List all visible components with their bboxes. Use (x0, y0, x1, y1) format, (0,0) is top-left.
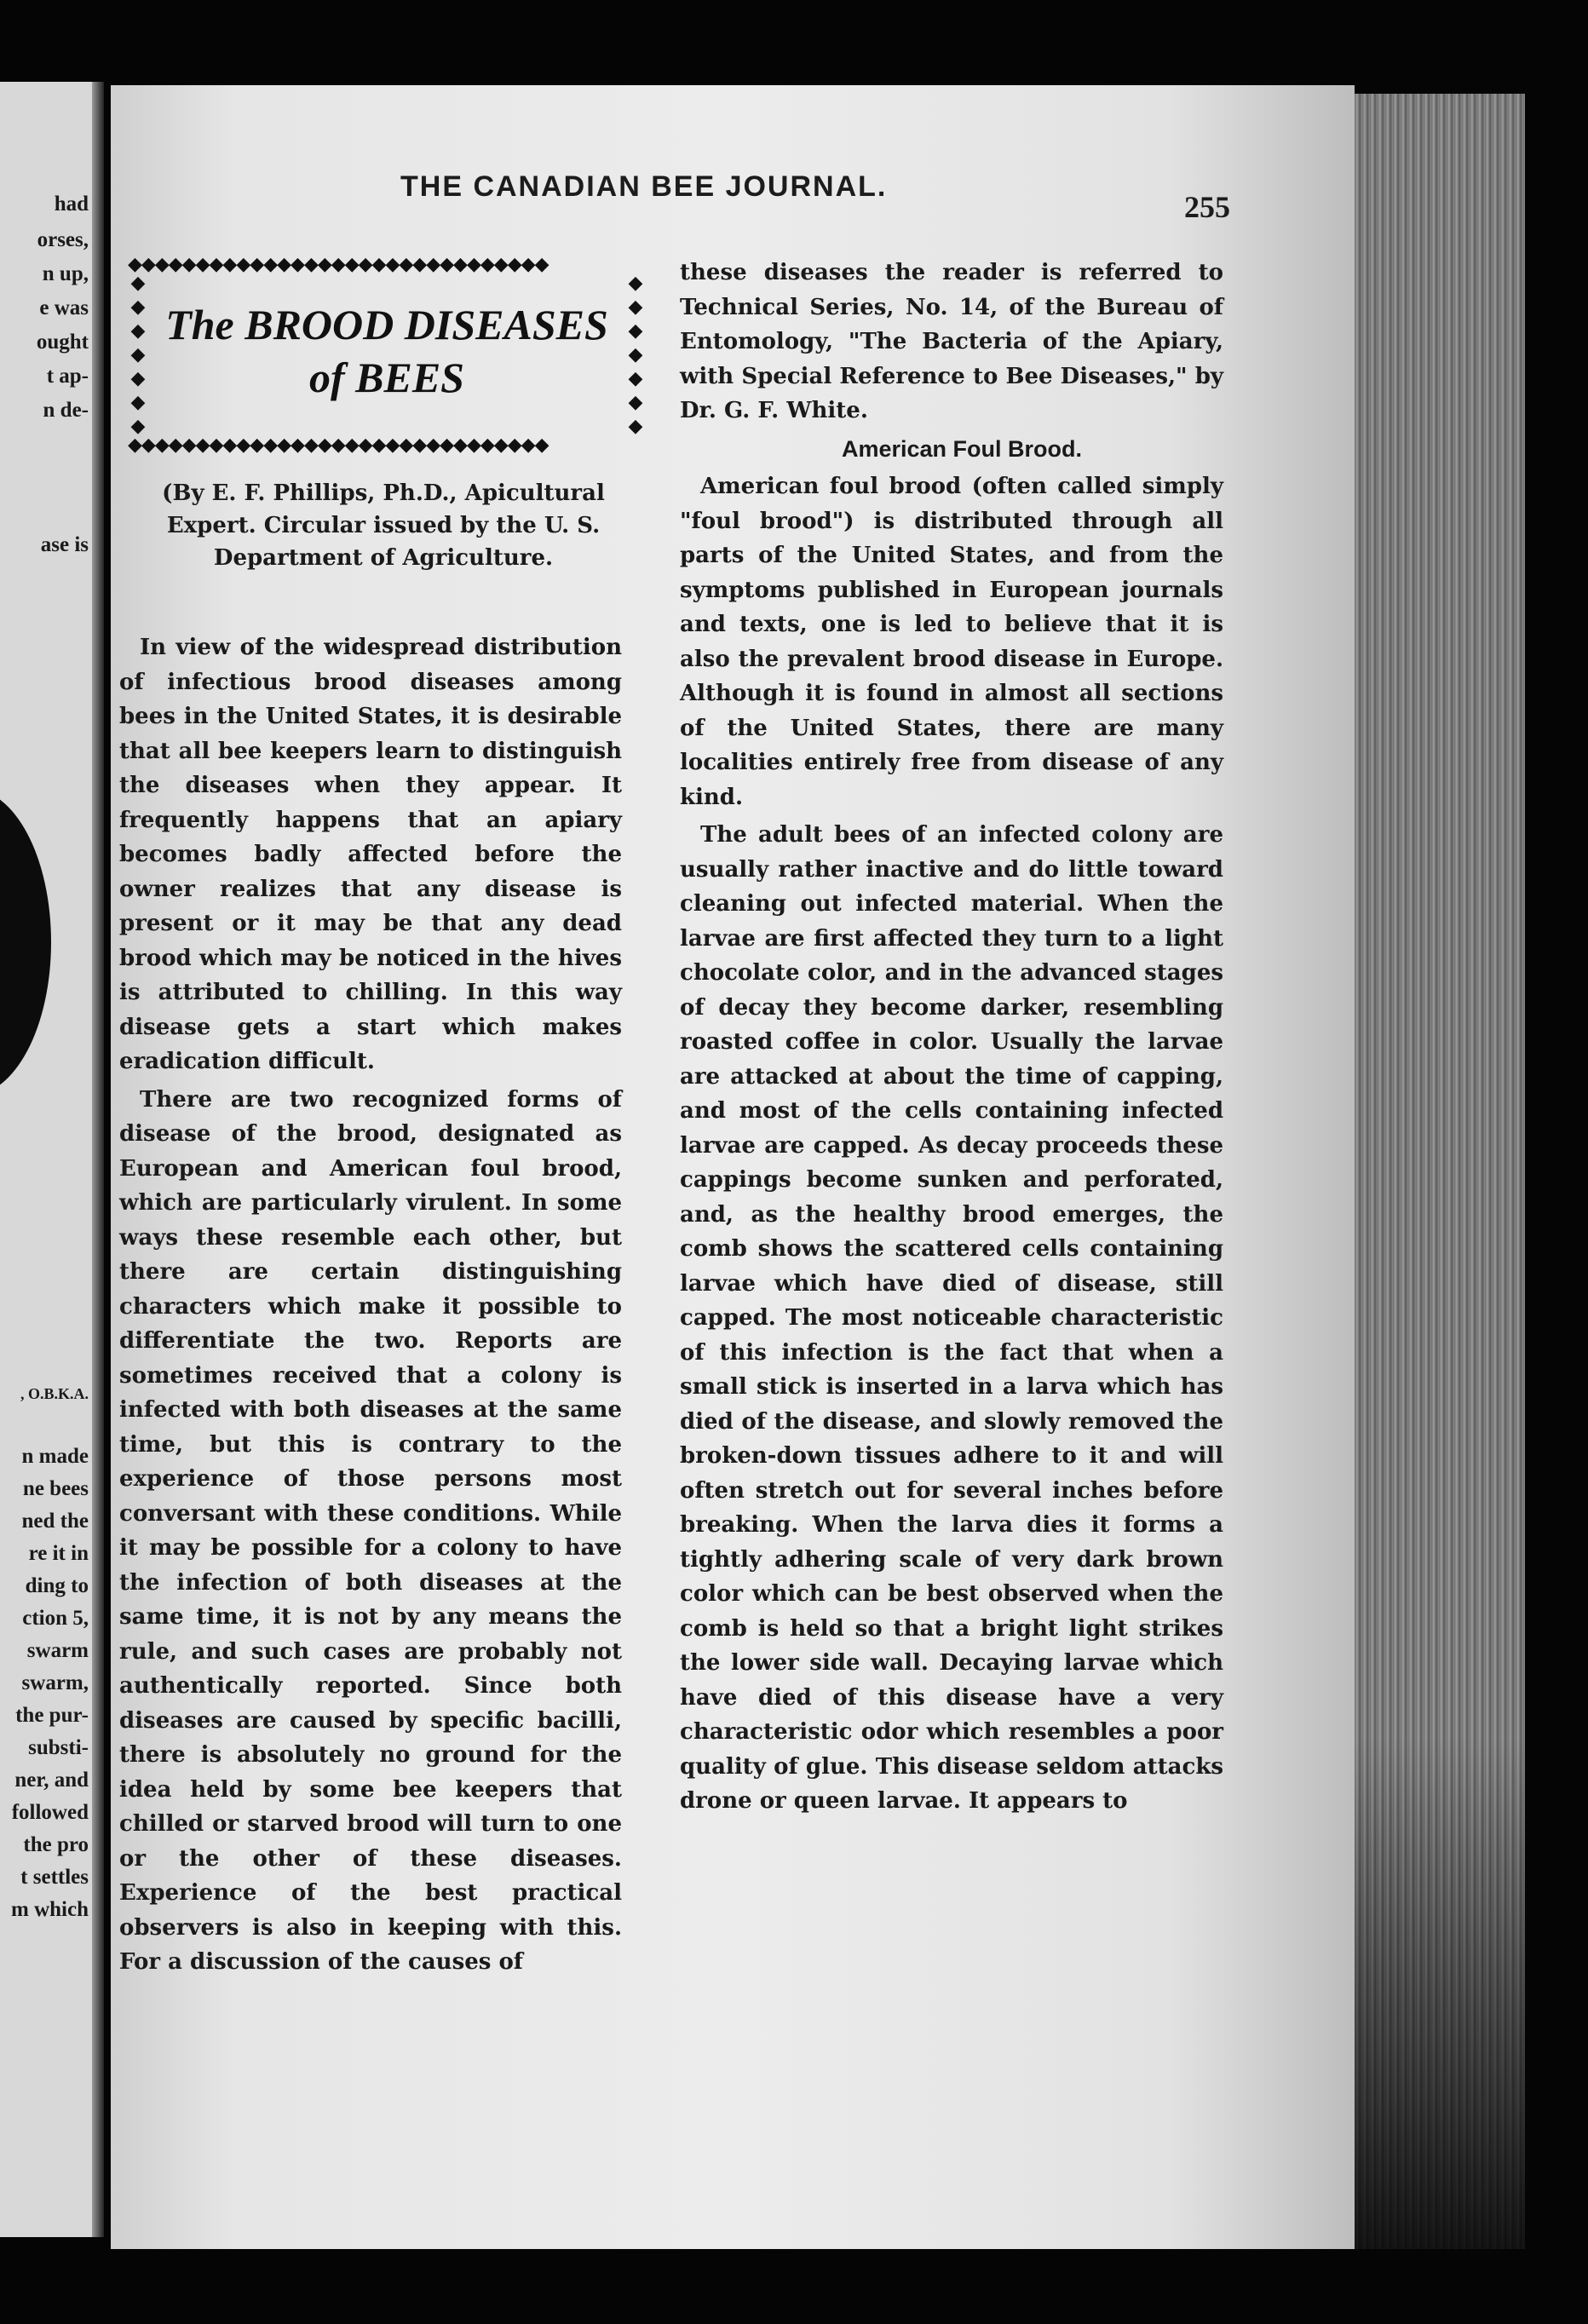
book-gutter (92, 82, 104, 2237)
article-title-line-1: The BROOD DISEASES (165, 301, 608, 348)
diamond-border-left: ◆◆◆◆◆◆◆ (130, 272, 146, 436)
adjacent-text-fragment: re it in (28, 1542, 89, 1565)
adjacent-page-strip (0, 82, 104, 2237)
body-paragraph: The adult bees of an infected colony are usually rather inactive and do little toward cleaning out infected material. When the larvae are first affected they turn to a light chocolate color, and in the advanced stages of decay they become darker, resembling roasted coffee in color. Usually the larvae are attacked at about the time of capping, and most of the cells containing infected larvae are capped. As decay proceeds these cappings become sunken and perforated, and, as the healthy brood emerges, the comb shows the scattered cells containing larvae which have died of disease, still capped. The most noticeable characteristic of this infection is the fact that when a small stick is inserted in a larva which has died of the disease, and slowly removed the broken-down tissues adhere to it and will often stretch out for several inches before breaking. When the larva dies it forms a tightly adhering scale of very dark brown color which can be best observed when the comb is held so that a bright light strikes the lower side wall. Decaying larvae which have died of this disease have a very characteristic odor which resembles a poor quality of glue. This disease seldom attacks drone or queen larvae. It appears to (680, 822, 1223, 1814)
page-edges-shadow (1355, 1738, 1525, 2249)
adjacent-text-fragment: n made (21, 1445, 89, 1468)
running-head: THE CANADIAN BEE JOURNAL. (400, 170, 888, 203)
adjacent-text-fragment: , O.B.K.A. (20, 1385, 89, 1402)
adjacent-text-fragment: ding to (25, 1574, 89, 1597)
article-title (153, 298, 620, 404)
page-edges (1355, 94, 1525, 2249)
adjacent-text-fragment: ought (36, 331, 89, 354)
adjacent-text-fragment: swarm, (21, 1671, 89, 1694)
adjacent-text-fragment: had (54, 193, 89, 216)
adjacent-text-fragment: t settles (20, 1866, 89, 1889)
adjacent-text-fragment: m which (11, 1898, 89, 1921)
diamond-border-bottom: ◆◆◆◆◆◆◆◆◆◆◆◆◆◆◆◆◆◆◆◆◆◆◆◆◆◆◆◆◆◆◆ (128, 434, 549, 455)
adjacent-text-fragment: orses, (37, 228, 89, 251)
adjacent-text-fragment: n up, (42, 262, 89, 285)
adjacent-text-fragment: ase is (40, 533, 89, 556)
adjacent-text-fragment: ner, and (14, 1769, 89, 1792)
adjacent-text-fragment: followed (11, 1801, 89, 1824)
section-heading: American Foul Brood. (841, 435, 1083, 462)
diamond-border-right: ◆◆◆◆◆◆◆ (628, 272, 643, 436)
adjacent-text-fragment: substi- (28, 1736, 89, 1759)
article-title-line-2: of BEES (308, 354, 464, 401)
adjacent-text-fragment: t ap- (46, 365, 89, 388)
adjacent-text-fragment: ned the (21, 1510, 89, 1533)
body-paragraph: American foul brood (often called simply "foul brood") is distributed through all parts of the United States, and from the symptoms published in European journals and texts, one is led to believe that it is also the prevalent brood disease in Europe. Although it is found in almost all sections of the United States, there are many localities entirely free from disease of any kind. (680, 474, 1223, 810)
body-paragraph: There are two recognized forms of disease of the brood, designated as European and American foul brood, which are particularly virulent. In some ways these resemble each other, but there are certain distinguishing characters which make it possible to differentiate the two. Reports are sometimes received that a colony is infected with both diseases at the same time, but this is contrary to the experience of those persons most conversant with these conditions. While it may be possible for a colony to have the infection of both diseases at the same time, it is not by any means the rule, and such cases are probably not authentically reported. Since both diseases are caused by specific bacilli, there is absolutely no ground for the idea held by some bee keepers that chilled or starved brood will turn to one or the other of these diseases. Experience of the best practical observers is also in keeping with this. For a discussion of the causes of (119, 1086, 622, 1975)
right-column (680, 256, 1223, 1822)
adjacent-text-fragment: the pur- (15, 1704, 89, 1727)
adjacent-text-fragment: n de- (43, 399, 89, 422)
left-column (119, 630, 622, 1983)
body-paragraph: these diseases the reader is referred to Technical Series, No. 14, of the Bureau of Entomology, "The Bacteria of the Apiary, with Special Reference to Bee Diseases," by Dr. G. F. White. (680, 260, 1223, 423)
adjacent-text-fragment: ction 5, (22, 1607, 89, 1630)
adjacent-page-photo (0, 789, 51, 1096)
article-byline: (By E. F. Phillips, Ph.D., Apicultural Expert. Circular issued by the U. S. Department of Agriculture. (162, 480, 605, 571)
diamond-border-top: ◆◆◆◆◆◆◆◆◆◆◆◆◆◆◆◆◆◆◆◆◆◆◆◆◆◆◆◆◆◆◆ (128, 254, 549, 274)
adjacent-text-fragment: the pro (23, 1833, 89, 1856)
article-title-box (128, 254, 646, 455)
adjacent-text-fragment: ne bees (22, 1477, 89, 1500)
adjacent-text-fragment: swarm (26, 1639, 89, 1662)
adjacent-text-fragment: e was (39, 296, 89, 319)
page-number: 255 (1184, 190, 1230, 224)
body-paragraph: In view of the widespread distribution of infectious brood diseases among bees in the United States, it is desirable that all bee keepers learn to distinguish the diseases when they appear. It frequently happens that an apiary becomes badly affected before the owner realizes that any disease is present or it may be that any dead brood which may be noticed in the hives is attributed to chilling. In this way disease gets a start which makes eradication difficult. (119, 635, 622, 1074)
